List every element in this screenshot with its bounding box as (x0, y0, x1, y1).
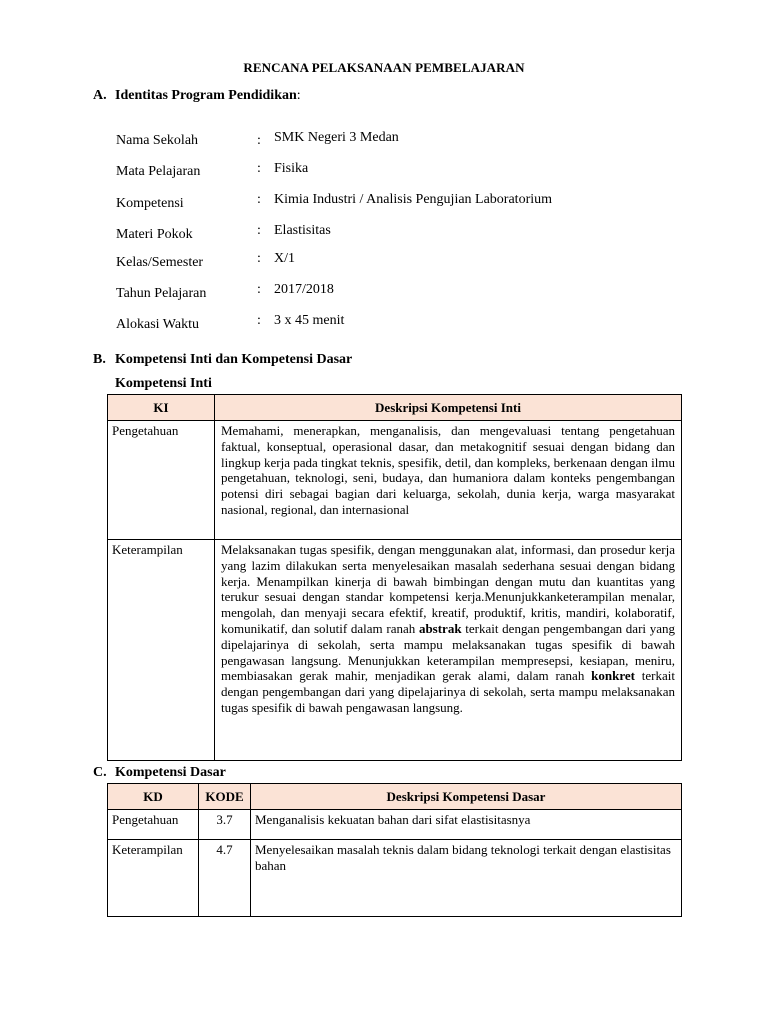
ki-desc-bold: konkret (591, 668, 635, 684)
identity-key: Mata Pelajaran (116, 164, 201, 179)
identity-colon: : (257, 161, 261, 176)
identity-key: Tahun Pelajaran (116, 286, 207, 301)
identity-colon: : (257, 133, 261, 148)
kd-code: 3.7 (199, 810, 251, 840)
section-b-heading (93, 352, 352, 368)
table-row (108, 421, 682, 540)
kd-description: Menyelesaikan masalah teknis dalam bidang teknologi terkait dengan elastisitas bahan (251, 840, 682, 917)
identity-value: 2017/2018 (274, 282, 334, 297)
identity-key: Nama Sekolah (116, 133, 199, 148)
section-b-label: B. (93, 352, 106, 367)
section-c-label: C. (93, 765, 107, 780)
identity-value: Kimia Industri / Analisis Pengujian Laboratorium (274, 192, 553, 207)
kd-label: Pengetahuan (108, 810, 199, 840)
section-a-colon: : (296, 88, 301, 103)
header-kode: KODE (199, 784, 251, 810)
section-a-heading (93, 88, 301, 104)
table-row (108, 540, 682, 761)
identity-key: Kompetensi (116, 196, 184, 211)
header-deskripsi-ki: Deskripsi Kompetensi Inti (215, 395, 682, 421)
kd-code: 4.7 (199, 840, 251, 917)
identity-colon: : (257, 251, 261, 266)
section-a-label: A. (93, 88, 107, 103)
ki-description: Memahami, menerapkan, menganalisis, dan mengevaluasi tentang pengetahuan faktual, konseptual, operasional dasar, dan metakognitif sesuai dengan bidang dan lingkup kerja pada tingkat teknis, spesifik, detil, dan kompleks, berkenaan dengan ilmu pengetahuan, teknologi, seni, budaya, dan humaniora dalam konteks pengembangan potensi diri sebagai bagian dari keluarga, sekolah, dunia kerja, warga masyarakat nasional, regional, dan internasional (215, 421, 682, 540)
ki-label: Keterampilan (108, 540, 215, 761)
table-row (108, 840, 682, 917)
ki-desc-part: Melaksanakan tugas spesifik, dengan menggunakan alat, informasi, dan prosedur kerja yang lazim dilakukan serta menyelesaikan masalah sederhana sesuai dengan bidang kerja. Menampilkan kinerja di bawah bimbingan dengan mutu dan kuantitas yang terukur sesuai dengan standar kompetensi kerja.Menunjukkanketerampilan menalar, mengolah, dan menyaji secara efektif, kreatif, produktif, kritis, mandiri, kolaboratif, komunikatif, dan solutif dalam ranah (221, 542, 675, 636)
document-title: RENCANA PELAKSANAAN PEMBELAJARAN (243, 60, 525, 75)
identity-colon: : (257, 192, 261, 207)
identity-key: Alokasi Waktu (116, 317, 199, 332)
identity-value: Fisika (274, 161, 309, 176)
table-header-row (108, 784, 682, 810)
identity-value: 3 x 45 menit (274, 313, 345, 328)
identity-colon: : (257, 313, 261, 328)
table-row (108, 810, 682, 840)
section-b-title: Kompetensi Inti dan Kompetensi Dasar (115, 352, 353, 367)
identity-colon: : (257, 282, 261, 297)
ki-desc-part: terkait dengan pengembangan dari yang dipelajarinya di sekolah, serta mampu melaksanakan tugas spesifik di bawah pengawasan langsung. Menunjukkan keterampilan mempresepsi, kesiapan, meniru, membiasakan gerak mahir, menjadikan gerak alami, dalam ranah (221, 620, 675, 684)
header-ki: KI (108, 395, 215, 421)
kd-label: Keterampilan (108, 840, 199, 917)
header-kd: KD (108, 784, 199, 810)
section-c-title: Kompetensi Dasar (115, 765, 226, 780)
identity-value: Elastisitas (274, 223, 331, 238)
section-a-title: Identitas Program Pendidikan (115, 88, 297, 103)
table-header-row (108, 395, 682, 421)
header-deskripsi-kd: Deskripsi Kompetensi Dasar (251, 784, 682, 810)
identity-colon: : (257, 223, 261, 238)
section-c-heading (93, 765, 226, 781)
identity-key: Materi Pokok (116, 227, 193, 242)
identity-value: SMK Negeri 3 Medan (274, 130, 399, 145)
ki-label: Pengetahuan (108, 421, 215, 540)
kompetensi-inti-heading: Kompetensi Inti (115, 376, 212, 391)
kd-description: Menganalisis kekuatan bahan dari sifat elastisitasnya (251, 810, 682, 840)
identity-key: Kelas/Semester (116, 255, 204, 270)
ki-desc-bold: abstrak (418, 620, 462, 636)
identity-value: X/1 (274, 251, 295, 266)
kompetensi-inti-table (107, 394, 682, 761)
ki-desc-part: terkait dengan pengembangan dari yang dipelajarinya di sekolah, serta mampu melaksanakan tugas spesifik di bawah pengawasan langsung. (221, 668, 676, 715)
ki-description (215, 540, 682, 761)
kompetensi-dasar-table (107, 783, 682, 917)
